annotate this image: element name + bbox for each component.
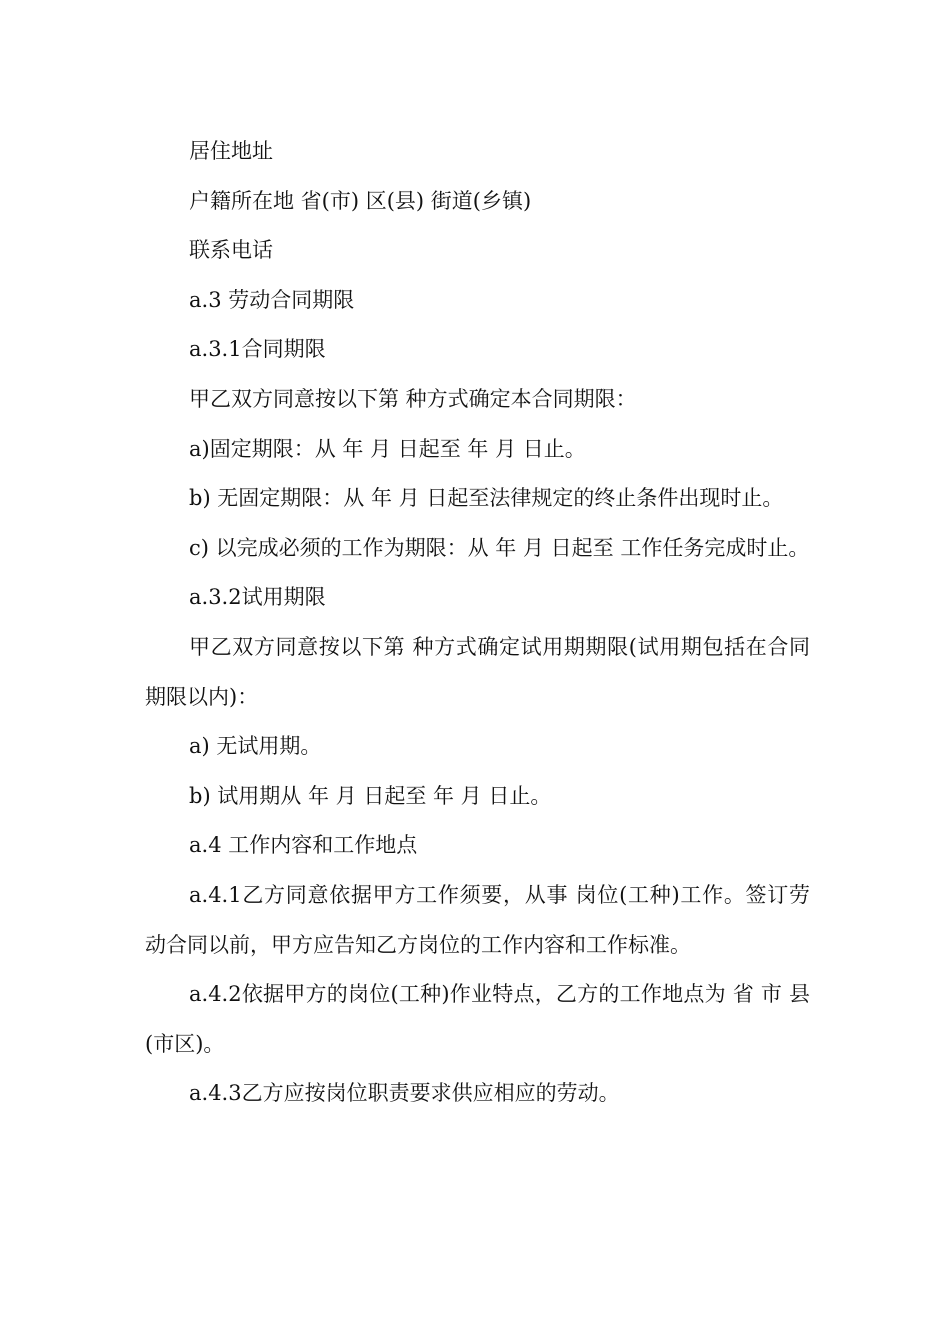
subheading-contract-period: a.3.1合同期限 <box>189 337 326 362</box>
option-task-term: c) 以完成必须的工作为期限：从 年 月 日起至 工作任务完成时止。 <box>189 535 810 560</box>
heading-work-content-location: a.4 工作内容和工作地点 <box>189 833 418 858</box>
clause-work-location: a.4.2依据甲方的岗位(工种)作业特点，乙方的工作地点为 省 市 县(市区)。 <box>145 982 810 1056</box>
heading-contract-term: a.3 劳动合同期限 <box>189 287 355 312</box>
clause-work-position: a.4.1乙方同意依据甲方工作须要，从事 岗位(工种)工作。签订劳动合同以前，甲方应告知乙方岗位的工作内容和工作标准。 <box>145 882 810 957</box>
paragraph-term-method: 甲乙双方同意按以下第 种方式确定本合同期限： <box>189 386 637 411</box>
option-fixed-term: a)固定期限：从 年 月 日起至 年 月 日止。 <box>189 436 586 461</box>
paragraph-household-registration: 户籍所在地 省(市) 区(县) 街道(乡镇) <box>189 188 532 213</box>
subheading-probation-period: a.3.2试用期限 <box>189 585 326 610</box>
paragraph-residence-address: 居住地址 <box>189 139 273 163</box>
clause-labor-duties: a.4.3乙方应按岗位职责要求供应相应的劳动。 <box>189 1081 620 1106</box>
document-body <box>145 127 810 1119</box>
option-probation-dates: b) 试用期从 年 月 日起至 年 月 日止。 <box>189 783 552 808</box>
option-open-term: b) 无固定期限：从 年 月 日起至法律规定的终止条件出现时止。 <box>189 486 784 511</box>
option-no-probation: a) 无试用期。 <box>189 734 322 759</box>
paragraph-contact-phone: 联系电话 <box>189 238 273 263</box>
paragraph-probation-method: 甲乙双方同意按以下第 种方式确定试用期期限(试用期包括在合同期限以内)： <box>145 634 810 709</box>
